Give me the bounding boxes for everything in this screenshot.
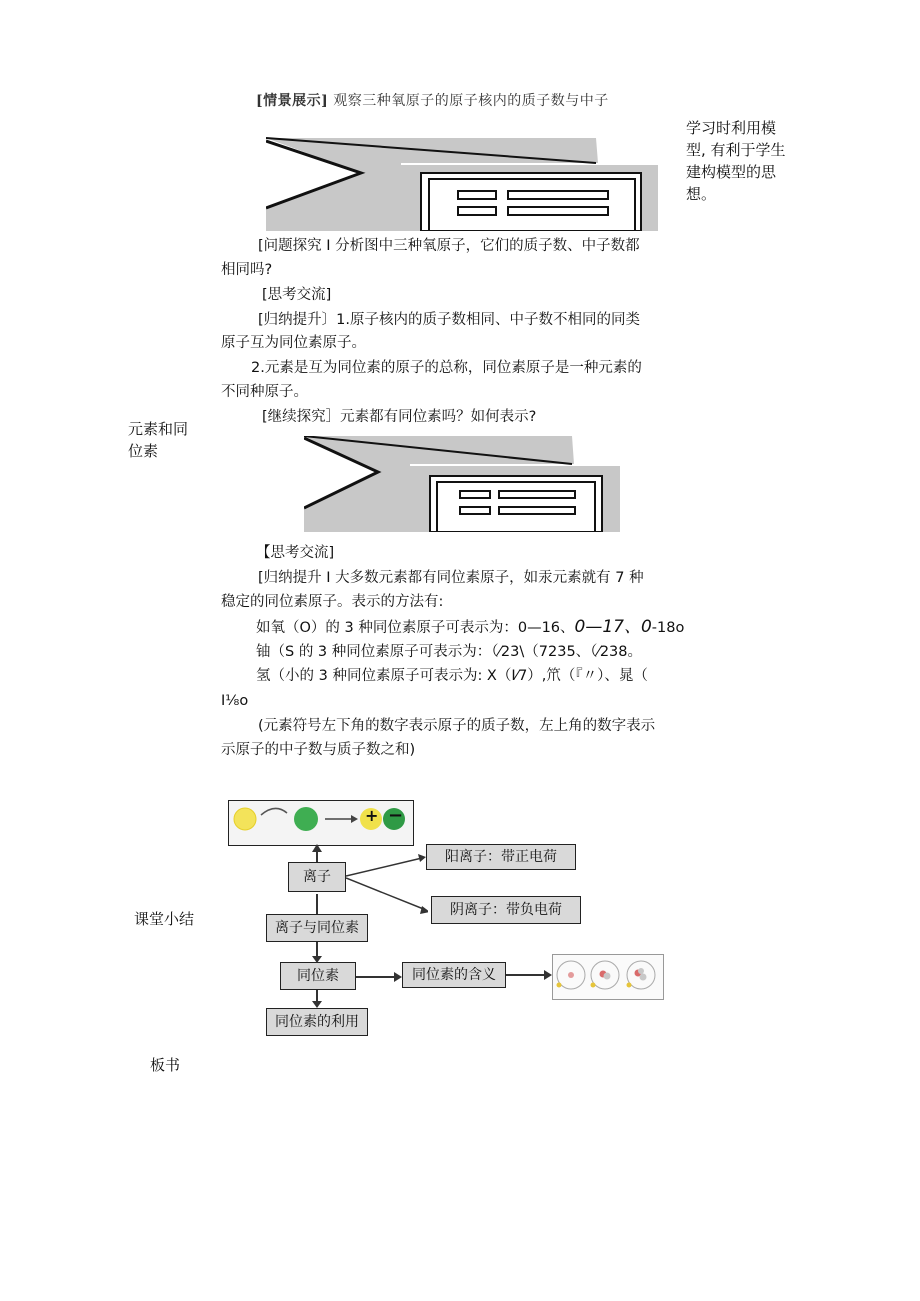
scene-label: [情景展示] [256,93,329,109]
right-note [686,117,786,205]
ion-formation-strip [228,800,414,846]
isotope-meaning-box: 同位素的含义 [402,962,506,988]
arrow-down-icon [312,956,322,963]
example-oxygen [256,615,684,640]
ion-formation-graphic [229,801,412,844]
arrow-right-icon [544,970,552,980]
induce-3b: 稳定的同位素原子。表示的方法有: [221,594,444,610]
arrow-up-icon [312,844,322,852]
label-line: 位素 [128,442,159,460]
scene-text: 观察三种氧原子的原子核内的质子数与中子 [333,93,609,109]
ion-isotope-box: 离子与同位素 [266,914,368,942]
example-oxygen-text: 如氧（O）的 3 种同位素原子可表示为：0—16、 [256,620,575,636]
induce-2b: 不同种原子。 [221,384,308,400]
oxygen-figure-graphic [266,133,658,231]
plus-icon: + [365,806,379,825]
arrow-down-icon [312,1001,322,1008]
example-oxygen-end: -18o [651,620,685,636]
question-explore-cont: 相同吗? [221,262,273,278]
ion-box: 离子 [288,862,346,892]
label-line: 元素和同 [128,420,189,438]
isotope-atoms-image [552,954,664,1000]
example-uranium: 铀（S 的 3 种同位素原子可表示为：（⁄23\（7235、（⁄238。 [256,644,643,660]
example-oxygen-italic: 0—17、0 [574,617,652,637]
isotope-box: 同位素 [280,962,356,990]
minus-icon: − [388,805,404,826]
oxygen-figure-2 [304,436,620,532]
label-element-isotope [128,418,188,462]
note-line: 建构模型的思 [686,163,777,181]
continue-explore: [继续探究］元素都有同位素吗？如何表示? [262,409,537,425]
note-line: 想。 [686,185,717,203]
label-summary: 课堂小结 [134,910,195,928]
think-exchange-1: [思考交流] [262,287,332,303]
arrow-right-icon [394,972,402,982]
example-hydrogen-cont: I⅛o [221,693,249,709]
scene-heading [256,90,609,110]
note-line: 型, 有利于学生 [686,141,786,159]
example-hydrogen: 氢（小的 3 种同位素原子可表示为: X（I⁄7）,笊（『〃）、晁（ [256,668,648,684]
induce-3a: [归纳提升 I 大多数元素都有同位素原子，如汞元素就有 7 种 [258,570,644,586]
question-explore: [问题探究 I 分析图中三种氧原子，它们的质子数、中子数都 [258,238,640,254]
induce-1a: [归纳提升〕1.原子核内的质子数相同、中子数不相同的同类 [258,312,640,328]
isotope-atoms-graphic [553,955,663,999]
oxygen-figure-graphic-2 [304,436,620,532]
note-line-b: 示原子的中子数与质子数之和) [221,742,416,758]
summary-diagram [228,798,668,1038]
cation-box: 阳离子：带正电荷 [426,844,576,870]
think-exchange-2: 【思考交流] [256,545,335,561]
note-line: 学习时利用模 [686,119,777,137]
anion-box: 阴离子：带负电荷 [431,896,581,924]
induce-1b: 原子互为同位素原子。 [221,335,366,351]
induce-2a: 2.元素是互为同位素的原子的总称，同位素原子是一种元素的 [251,360,642,376]
note-line-a: (元素符号左下角的数字表示原子的质子数，左上角的数字表示 [258,718,656,734]
isotope-use-box: 同位素的利用 [266,1008,368,1036]
oxygen-figure-1 [266,133,658,231]
label-board: 板书 [150,1056,181,1074]
